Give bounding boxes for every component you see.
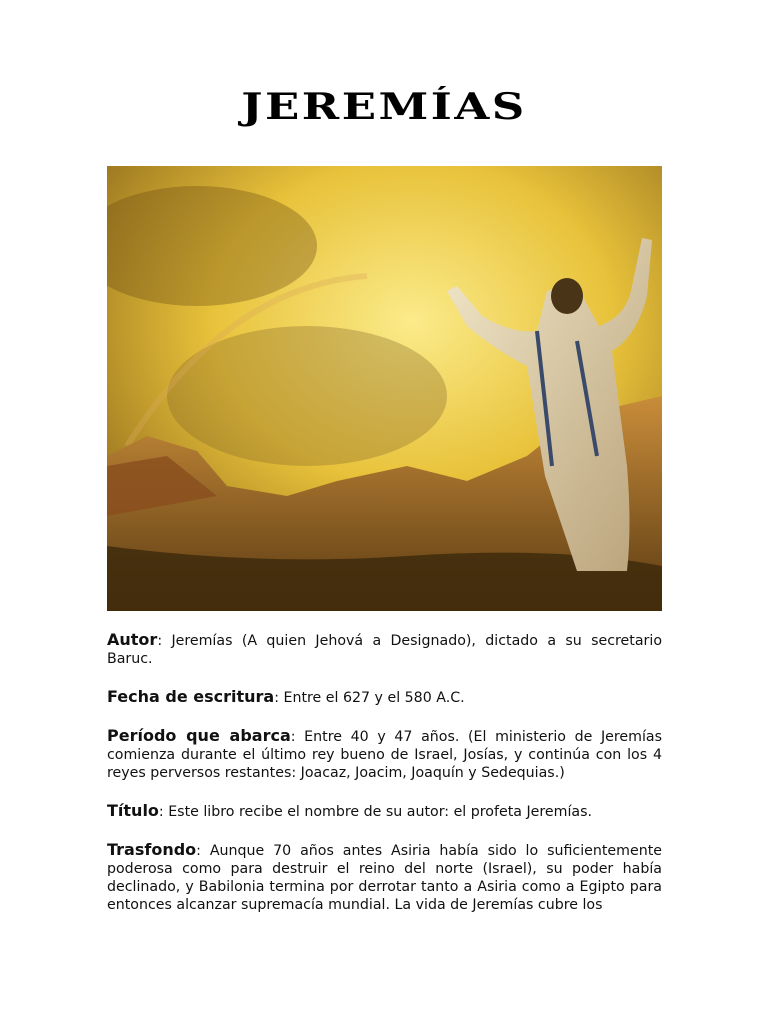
section-label: Fecha de escritura bbox=[107, 687, 275, 706]
section-label: Título bbox=[107, 801, 159, 820]
section-text: : Jeremías (A quien Jehová a Designado), dictado a su secretario Baruc. bbox=[107, 633, 662, 667]
section-fecha bbox=[107, 688, 662, 707]
prophet-illustration bbox=[107, 166, 662, 611]
section-text: : Este libro recibe el nombre de su autor: el profeta Jeremías. bbox=[158, 804, 592, 820]
section-trasfondo bbox=[107, 841, 662, 914]
section-label: Autor bbox=[107, 630, 158, 649]
section-text: : Entre el 627 y el 580 A.C. bbox=[274, 690, 465, 706]
section-titulo bbox=[107, 802, 662, 821]
section-autor bbox=[107, 631, 662, 668]
section-label: Período que abarca bbox=[107, 726, 291, 745]
section-label: Trasfondo bbox=[107, 840, 197, 859]
section-text: : Aunque 70 años antes Asiria había sido lo suficientemente poderosa como para destruir el reino del norte (Israel), su poder había declinado, y Babilonia termina por derrotar tanto a Asiria como a Egipto para entonces alcanzar supremacía mundial. La vida de Jeremías cubre los bbox=[107, 843, 662, 913]
section-text: : Entre 40 y 47 años. (El ministerio de Jeremías comienza durante el último rey bueno de Israel, Josías, y continúa con los 4 reyes perversos restantes: Joacaz, Joacim, Joaquín y Sedequias.) bbox=[107, 729, 662, 781]
page-title: JEREMÍAS bbox=[241, 86, 527, 128]
section-periodo bbox=[107, 727, 662, 782]
document-body bbox=[107, 631, 662, 934]
